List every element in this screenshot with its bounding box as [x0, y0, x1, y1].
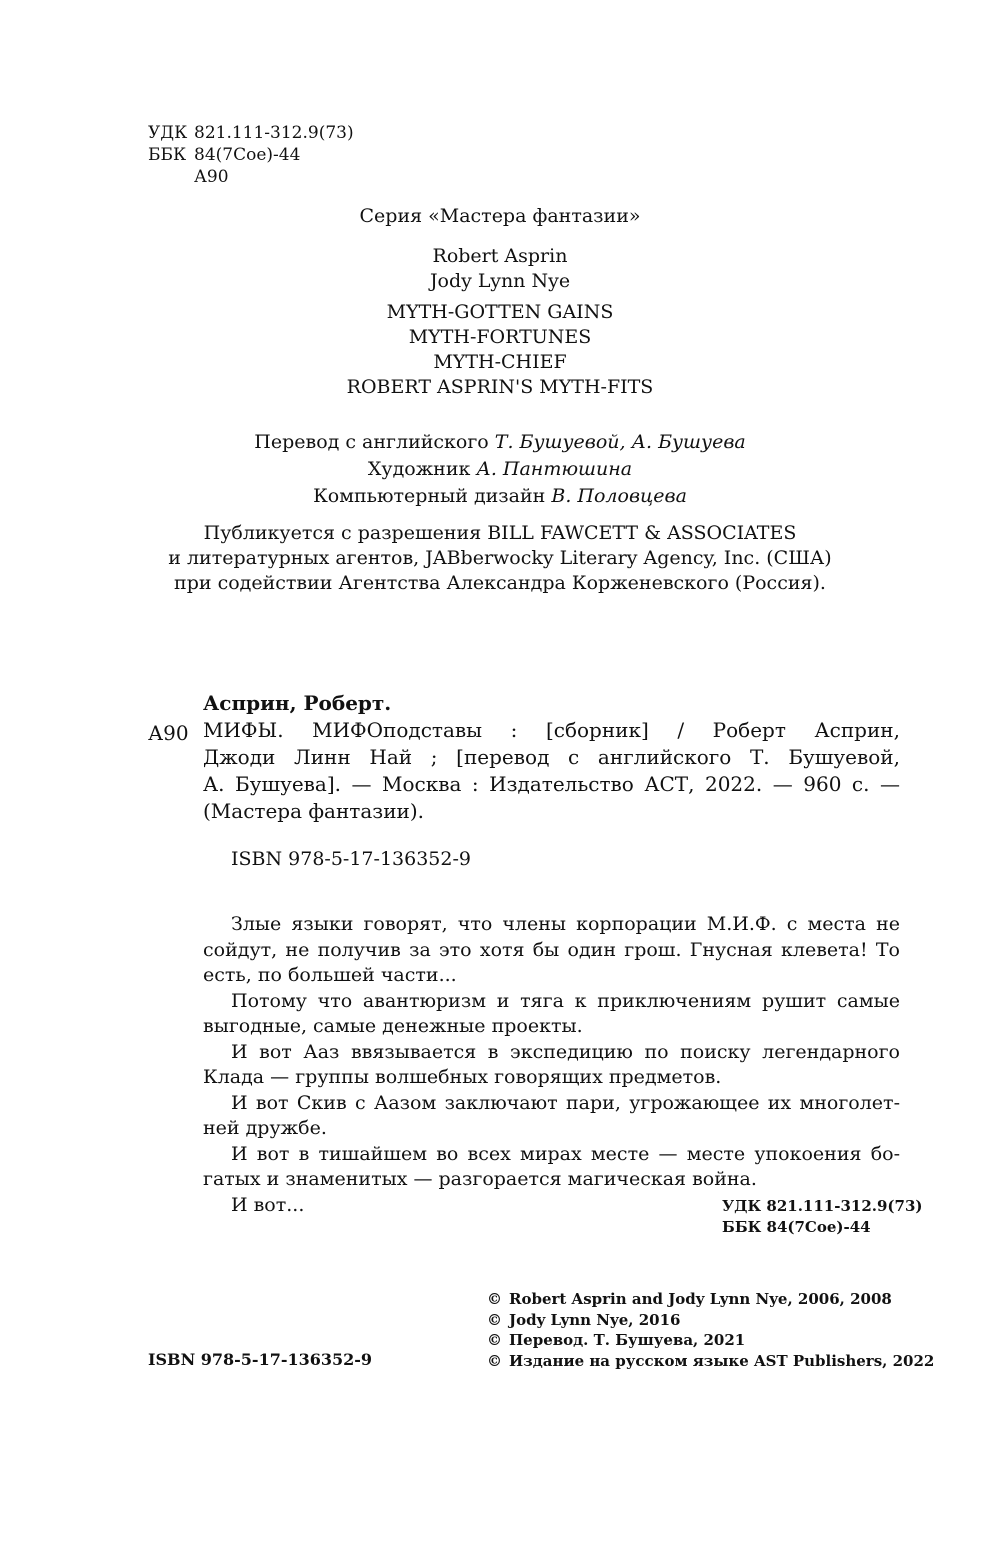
annotation-line: есть, по большей части... [203, 964, 457, 986]
annotation-line: И вот в тишайшем во всех мирах месте — месте упокоения бо- [231, 1142, 900, 1165]
bib-line: (Мастера фантазии). [203, 799, 425, 823]
bottom-isbn: ISBN 978-5-17-136352-9 [148, 1350, 373, 1369]
author-mark-row [148, 166, 354, 188]
original-title: MYTH-FORTUNES [408, 326, 592, 348]
bbk-row [148, 144, 354, 166]
copyright-icon: © [487, 1290, 502, 1308]
annotation-line: Клада — группы волшебных говорящих предметов. [203, 1066, 722, 1088]
annotation-line: И вот Ааз ввязывается в экспедицию по поиску легендарного [231, 1040, 900, 1063]
rights-notice [0, 521, 1000, 596]
udk-row [148, 122, 354, 144]
annotation-line: Потому что авантюризм и тяга к приключениям рушит самые [231, 989, 900, 1012]
annotation-line: сойдут, не получив за это хотя бы один грош. Гнусная клевета! То [203, 938, 900, 961]
series-title: Серия «Мастера фантазии» [359, 205, 641, 227]
copyright-line: © Jody Lynn Nye, 2016 [487, 1310, 681, 1329]
annotation-line: выгодные, самые денежные проекты. [203, 1015, 583, 1037]
annotation [203, 912, 900, 1218]
bbk-label: ББК [148, 145, 187, 165]
rights-line: и литературных агентов, JABberwocky Literary Agency, Inc. (США) [168, 547, 832, 569]
author-mark: А90 [194, 167, 229, 187]
bbk-value: 84(7Сое)-44 [194, 145, 301, 165]
bib-line: Джоди Линн Най ; [перевод с английского Т. Бушуевой, [203, 745, 900, 769]
bib-line: А. Бушуева]. — Москва : Издательство АСТ, 2022. — 960 с. — [203, 772, 900, 796]
copyright-icon: © [487, 1351, 502, 1370]
bottom-classification-codes [722, 1196, 923, 1238]
catalog-isbn: ISBN 978-5-17-136352-9 [231, 848, 471, 870]
copyright-icon: © [487, 1310, 502, 1329]
annotation-line: ней дружбе. [203, 1117, 327, 1139]
annotation-line: Злые языки говорят, что члены корпорации М.И.Ф. с места не [231, 913, 900, 935]
artist-credit: Художник А. Пантюшина [367, 458, 633, 480]
rights-line: при содействии Агентства Александра Корженевского (Россия). [174, 572, 826, 594]
copyright-icon: © [487, 1331, 502, 1349]
bottom-bbk: ББК 84(7Сое)-44 [722, 1218, 871, 1236]
original-author: Jody Lynn Nye [429, 270, 571, 292]
udk-value: 821.111-312.9(73) [194, 123, 354, 143]
udk-label: УДК [148, 123, 188, 143]
original-title: ROBERT ASPRIN'S MYTH-FITS [346, 376, 654, 398]
credits [0, 429, 1000, 510]
copyright-line: © Перевод. Т. Бушуева, 2021 [487, 1331, 746, 1349]
catalog-author-heading: Асприн, Роберт. [203, 691, 392, 715]
copyright-line: © Издание на русском языке AST Publishers, 2022 [487, 1351, 935, 1370]
copyright-block [487, 1289, 934, 1371]
original-author: Robert Asprin [432, 245, 568, 267]
annotation-line: И вот... [231, 1193, 305, 1216]
annotation-line: И вот Скив с Аазом заключают пари, угрожающее их многолет- [231, 1091, 900, 1114]
rights-line: Публикуется с разрешения BILL FAWCETT & ASSOCIATES [203, 522, 797, 544]
bottom-udk: УДК 821.111-312.9(73) [722, 1197, 923, 1215]
bib-line: МИФЫ. МИФОподставы : [сборник] / Роберт Асприн, [203, 718, 900, 742]
copyright-line: © Robert Asprin and Jody Lynn Nye, 2006, 2008 [487, 1290, 892, 1308]
original-title: MYTH-CHIEF [433, 351, 567, 373]
bibliographic-description [203, 717, 900, 825]
translation-credit: Перевод с английского Т. Бушуевой, А. Бушуева [254, 431, 746, 453]
annotation-line: гатых и знаменитых — разгорается магическая война. [203, 1168, 757, 1190]
original-titles [0, 300, 1000, 400]
original-title: MYTH-GOTTEN GAINS [386, 301, 614, 323]
classification-codes [148, 122, 354, 188]
catalog-entry [203, 690, 900, 825]
catalog-mark: А90 [148, 721, 189, 745]
original-authors [0, 244, 1000, 294]
design-credit: Компьютерный дизайн В. Половцева [313, 485, 687, 507]
